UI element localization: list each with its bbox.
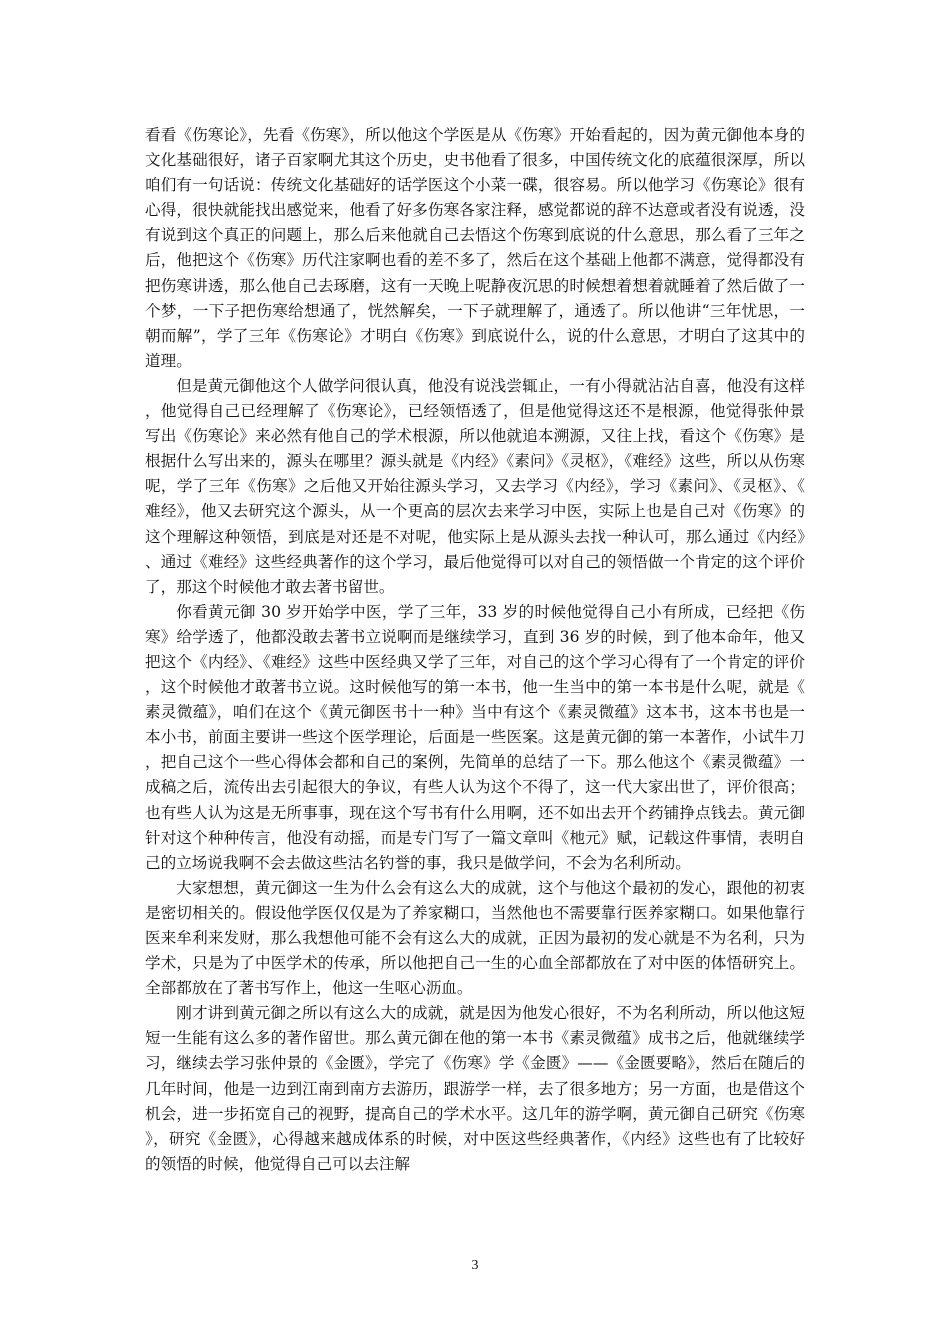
- paragraph-5: 刚才讲到黄元御之所以有这么大的成就，就是因为他发心很好，不为名利所动，所以他这短短一生能有这么多的著作留世。那么黄元御在他的第一本书《素灵微蕴》成书之后，他就继续学习，继续去学习张仲景的《金匮》，学完了《伤寒》学《金匮》——《金匮要略》，然后在随后的几年时间，他是一边到江南到南方去游历，跟游学一样，去了很多地方；另一方面，也是借这个机会，进一步拓宽自己的视野，提高自己的学术水平。这几年的游学啊，黄元御自己研究《伤寒》，研究《金匮》，心得越来越成体系的时候，对中医这些经典著作，《内经》这些也有了比较好的领悟的时候，他觉得自己可以去注解: [145, 1004, 805, 1173]
- paragraph-4: 大家想想，黄元御这一生为什么会有这么大的成就，这个与他这个最初的发心，跟他的初衷是密切相关的。假设他学医仅仅是为了养家糊口，当然他也不需要靠行医养家糊口。如果他靠行医来牟利来发财，那么我想他可能不会有这么大的成就，正因为最初的发心就是不为名利，只为学术，只是为了中医学术的传承，所以他把自己一生的心血全部都放在了对中医的体悟研究上。全部都放在了著书写作上，他这一生呕心沥血。: [145, 878, 805, 998]
- paragraph-1: 看看《伤寒论》，先看《伤寒》，所以他这个学医是从《伤寒》开始看起的，因为黄元御他本身的文化基础很好，诸子百家啊尤其这个历史，史书他看了很多，中国传统文化的底蕴很深厚，所以咱们有一句话说：传统文化基础好的话学医这个小菜一碟，很容易。所以他学习《伤寒论》很有心得，很快就能找出感觉来，他看了好多伤寒各家注释，感觉都说的辞不达意或者没有说透，没有说到这个真正的问题上，那么后来他就自己去悟这个伤寒到底说的什么意思，那么看了三年之后，他把这个《伤寒》历代注家啊也看的差不多了，然后在这个基础上他都不满意，觉得都没有把伤寒讲透，那么他自己去琢磨，这有一天晚上呢静夜沉思的时候想着想着就睡着了然后做了一个梦，一下子把伤寒给想通了，恍然解矣，一下子就理解了，通透了。所以他讲“三年忧思，一朝而解”，学了三年《伤寒论》才明白《伤寒》到底说什么，说的什么意思，才明白了这其中的道理。: [145, 126, 805, 370]
- page-body: [145, 123, 805, 1177]
- paragraph-3: 你看黄元御 30 岁开始学中医，学了三年，33 岁的时候他觉得自己小有所成，已经把《伤寒》给学透了，他都没敢去著书立说啊而是继续学习，直到 36 岁的时候，到了他本命年，他又把这个《内经》、《难经》这些中医经典又学了三年，对自己的这个学习心得有了一个肯定的评价，这个时候他才敢著书立说。这时候他写的第一本书，他一生当中的第一本书是什么呢，就是《素灵微蕴》，咱们在这个《黄元御医书十一种》当中有这个《素灵微蕴》这本书，这本书也是一本小书，前面主要讲一些这个医学理论，后面是一些医案。这是黄元御的第一本著作，小试牛刀，把自己这个一些心得体会都和自己的案例，先简单的总结了一下。那么他这个《素灵微蕴》一成稿之后，流传出去引起很大的争议，有些人认为这个不得了，这一代大家出世了，评价很高；也有些人认为这是无所事事，现在这个写书有什么用啊，还不如出去开个药铺挣点钱去。黄元御针对这个种种传言，他没有动摇，而是专门写了一篇文章叫《杝元》赋，记载这件事情，表明自己的立场说我啊不会去做这些沽名钓誉的事，我只是做学问，不会为名利所动。: [145, 602, 805, 872]
- page-number: 3: [471, 1258, 479, 1273]
- paragraph-2: 但是黄元御他这个人做学问很认真，他没有说浅尝辄止，一有小得就沾沾自喜，他没有这样，他觉得自己已经理解了《伤寒论》，已经领悟透了，但是他觉得这还不是根源，他觉得张仲景写出《伤寒论》来必然有他自己的学术根源，所以他就追本溯源，又往上找，看这个《伤寒》是根据什么写出来的，源头在哪里？源头就是《内经》《素问》《灵枢》，《难经》这些，所以从伤寒呢，学了三年《伤寒》之后他又开始往源头学习，又去学习《内经》，学习《素问》、《灵枢》、《难经》，他又去研究这个源头，从一个更高的层次去来学习中医，实际上也是自己对《伤寒》的这个理解这种领悟，到底是对还是不对呢，他实际上是从源头去找一种认可，那么通过《内经》、通过《难经》这些经典著作的这个学习，最后他觉得可以对自己的领悟做一个肯定的这个评价了，那这个时候他才敢去著书留世。: [145, 376, 805, 596]
